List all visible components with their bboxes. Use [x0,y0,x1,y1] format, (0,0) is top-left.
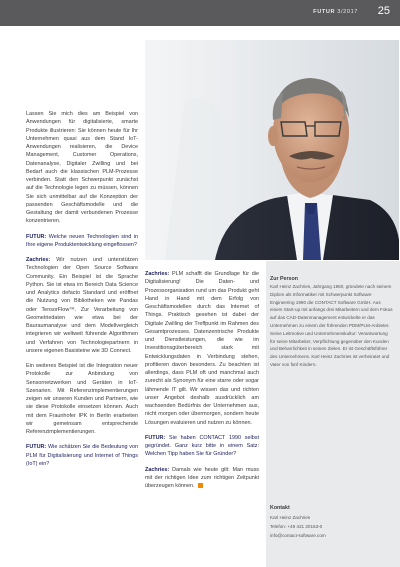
interview-question [145,434,259,459]
article-column-1 [26,110,138,475]
speaker-label: FUTUR: [26,444,47,451]
speaker-label: Zachries: [26,257,51,263]
article-column-2 [145,270,259,497]
end-mark-icon [198,483,203,488]
interview-question [26,233,138,250]
interview-answer [145,466,259,491]
answer-text: Wir nutzen und unterstützen Technologien der Open Source Software Community. Ein Beispiel ist die Sprache Python. Sie ist etwa im Bereich Data Science und Analytics defacto Standard und eröffnet die Nutzung von Bibliotheken wie Pandas oder TensorFlow™. Zur Verarbeitung von Geometriedaten wie etwa bei der Bauraumanalyse und dem Modellvergleich integrieren wir weltweit führende Algorithmen und Verfahren von Technologiepartnern in unsere eigenen Basisteine wie 3D Connect. [26,257,138,354]
magazine-name: FUTUR [313,9,336,15]
contact-phone: Telefon: +49 421 20153-0 [270,524,323,529]
answer-text: Damals wie heute gilt: Man muss mit der richtigen Idee zum richtigen Zeitpunkt überzeugen können. [145,466,260,489]
issue-number: 3/2017 [337,9,358,15]
sidebar-contact-title: Kontakt [270,505,290,511]
page-number: 25 [377,5,390,17]
speaker-label: Zachries: [145,466,170,473]
sidebar-person-title: Zur Person [270,276,298,282]
paragraph: Lassen Sie mich dies am Beispiel von Anwendungen für digitalisierte, smarte Produkte illustrieren: Sie können heute für Ihr Unternehmen quasi aus dem Stand IoT-Anwendungen realisieren, die Device Management, Customer Operations, Datenanalyse, Digitaler Zwilling und bei Bedarf auch die klassischen PLM-Prozesse verbinden. Statt den Schwerpunkt zunächst auf die Technologie legen zu müssen, können Sie sich unmittelbar auf die Konzeption der passenden Geschäftsmodelle und die Gestaltung der damit verbundenen Prozesse konzentrieren. [26,111,138,225]
portrait-illustration [145,40,399,260]
question-text: Sie haben CONTACT 1990 selbst gegründet. Ganz kurz bitte in einem Satz: Welchen Tipp haben Sie für Gründer? [145,434,259,458]
question-text: Wie schätzen Sie die Bedeutung von PLM für Digitalisierung und Internet of Things (IoT) ein? [26,444,138,467]
interview-answer [26,256,138,355]
portrait-photo [145,40,399,260]
paragraph: Ein weiteres Beispiel ist die Integration neuer Protokolle zur Anbindung von Sensornetzwerken und Geräten in IoT-Szenarien. Mit Referenzimplementierungen zeigen wir unseren Kunden und Partnern, wie sie diese Protokolle einsetzen können. Auch mit dem Fraunhofer IPK in Berlin erarbeiten wir gemeinsam entsprechende Referenzimplementierungen. [26,363,138,435]
magazine-issue [313,9,358,15]
sidebar-person-text: Karl Heinz Zachries, Jahrgang 1960, gründete nach seinem Diplom als Informatiker mit Schwerpunkt Software Engineering 1990 die CONTACT Software GmbH. Aus einem Start-up mit anfangs drei Mitarbeitern und dem Fokus auf das CAD-Datenmanagement entwickelte er das Unternehmen zu einem der führenden PDM/PLM-Anbieter. Seine Leitmotive und Unternehmenskultur: Verantwortung für seine Mitarbeiter, Verpflichtung gegenüber den Kunden und Beharrlichkeit in seinen Zielen. Er ist Geschäftsführer des Unternehmens. Karl Heinz Zachries ist verheiratet und Vater von fünf Kindern. [270,284,393,367]
question-text: Welche neuen Technologien sind in Ihre eigene Produktentwicklung eingeflossen? [26,233,138,248]
speaker-label: FUTUR: [145,434,166,441]
header-bar [0,0,400,26]
interview-question [26,443,138,468]
contact-email: info@contact-software.com [270,533,326,538]
interview-answer [145,270,259,427]
contact-name: Karl Heinz Zachries [270,515,311,520]
answer-text: PLM schafft die Grundlage für die Digitalisierung! Die Daten- und Prozessorganisation rund um das Produkt geht Hand in Hand mit dem Erfolg von Geschäftsmodellen durch das Internet of Things. Praktisch gesehen ist dabei der Digitale Zwilling der Treffpunkt im Rahmen des Gesamtprozesses. Datenzentrische Produkte und Dienstleistungen, die wie im Investitionsgüterbereich stark mit Entwicklungsdaten in Verbindung stehen, profitieren davon besonders. Zu beachten ist allerdings, dass PLM oft und manchmal auch zurecht als Synonym für eine starre oder sogar lähmende IT gilt. Wir wissen das und richten unser Angebot deshalb ausdrücklich am wachsenden Bedürfnis der Unternehmen aus, nicht morgen oder übermorgen, sondern heute Lösungen evaluieren und nutzen zu können. [145,271,260,426]
speaker-label: FUTUR: [26,233,47,240]
speaker-label: Zachries: [145,271,170,277]
